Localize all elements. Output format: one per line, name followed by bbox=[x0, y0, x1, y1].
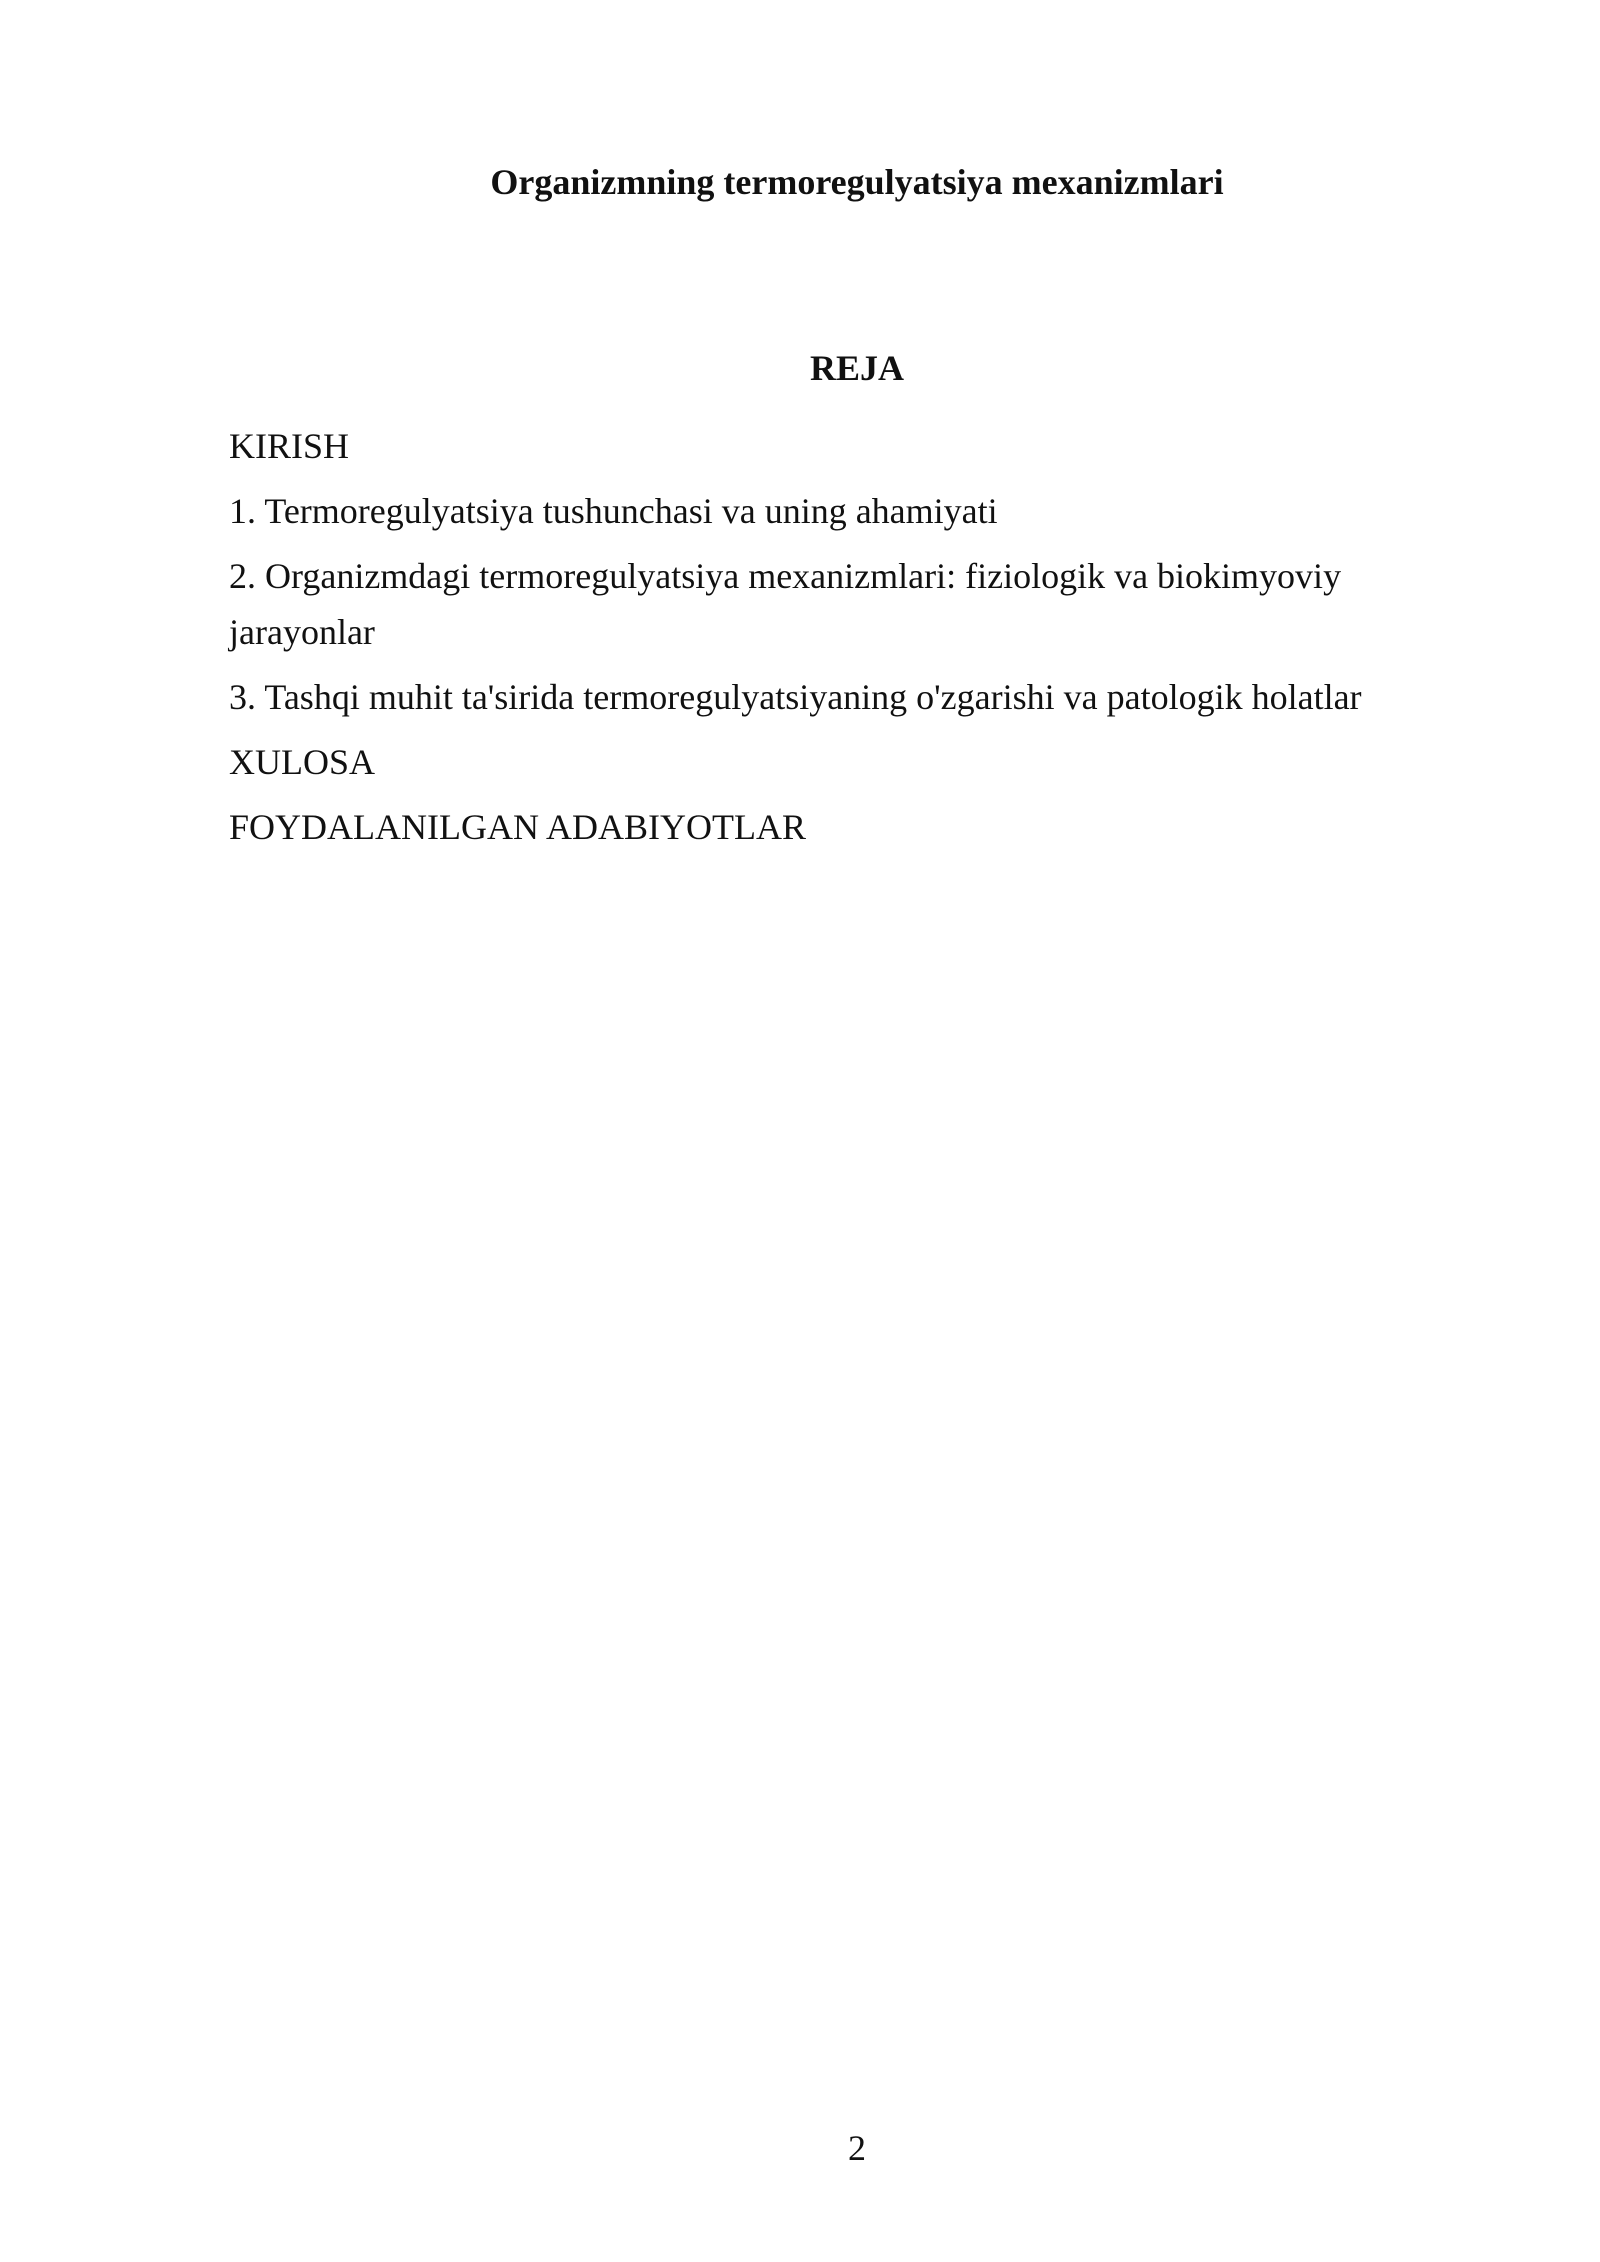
document-title: Organizmning termoregulyatsiya mexanizmlari bbox=[490, 162, 1224, 202]
plan-item-2: 2. Organizmdagi termoregulyatsiya mexanizmlari: fiziologik va biokimyoviy jarayonlar bbox=[229, 556, 1342, 652]
plan-item-intro: KIRISH bbox=[229, 426, 350, 466]
page-number: 2 bbox=[848, 2128, 866, 2168]
plan-item-3: 3. Tashqi muhit ta'sirida termoregulyatsiyaning o'zgarishi va patologik holatlar bbox=[229, 677, 1362, 717]
plan-item-1: 1. Termoregulyatsiya tushunchasi va uning ahamiyati bbox=[229, 491, 998, 531]
plan-item-references: FOYDALANILGAN ADABIYOTLAR bbox=[229, 807, 806, 847]
plan-list bbox=[229, 418, 1429, 864]
plan-heading: REJA bbox=[809, 348, 904, 388]
plan-item-conclusion: XULOSA bbox=[229, 742, 376, 782]
